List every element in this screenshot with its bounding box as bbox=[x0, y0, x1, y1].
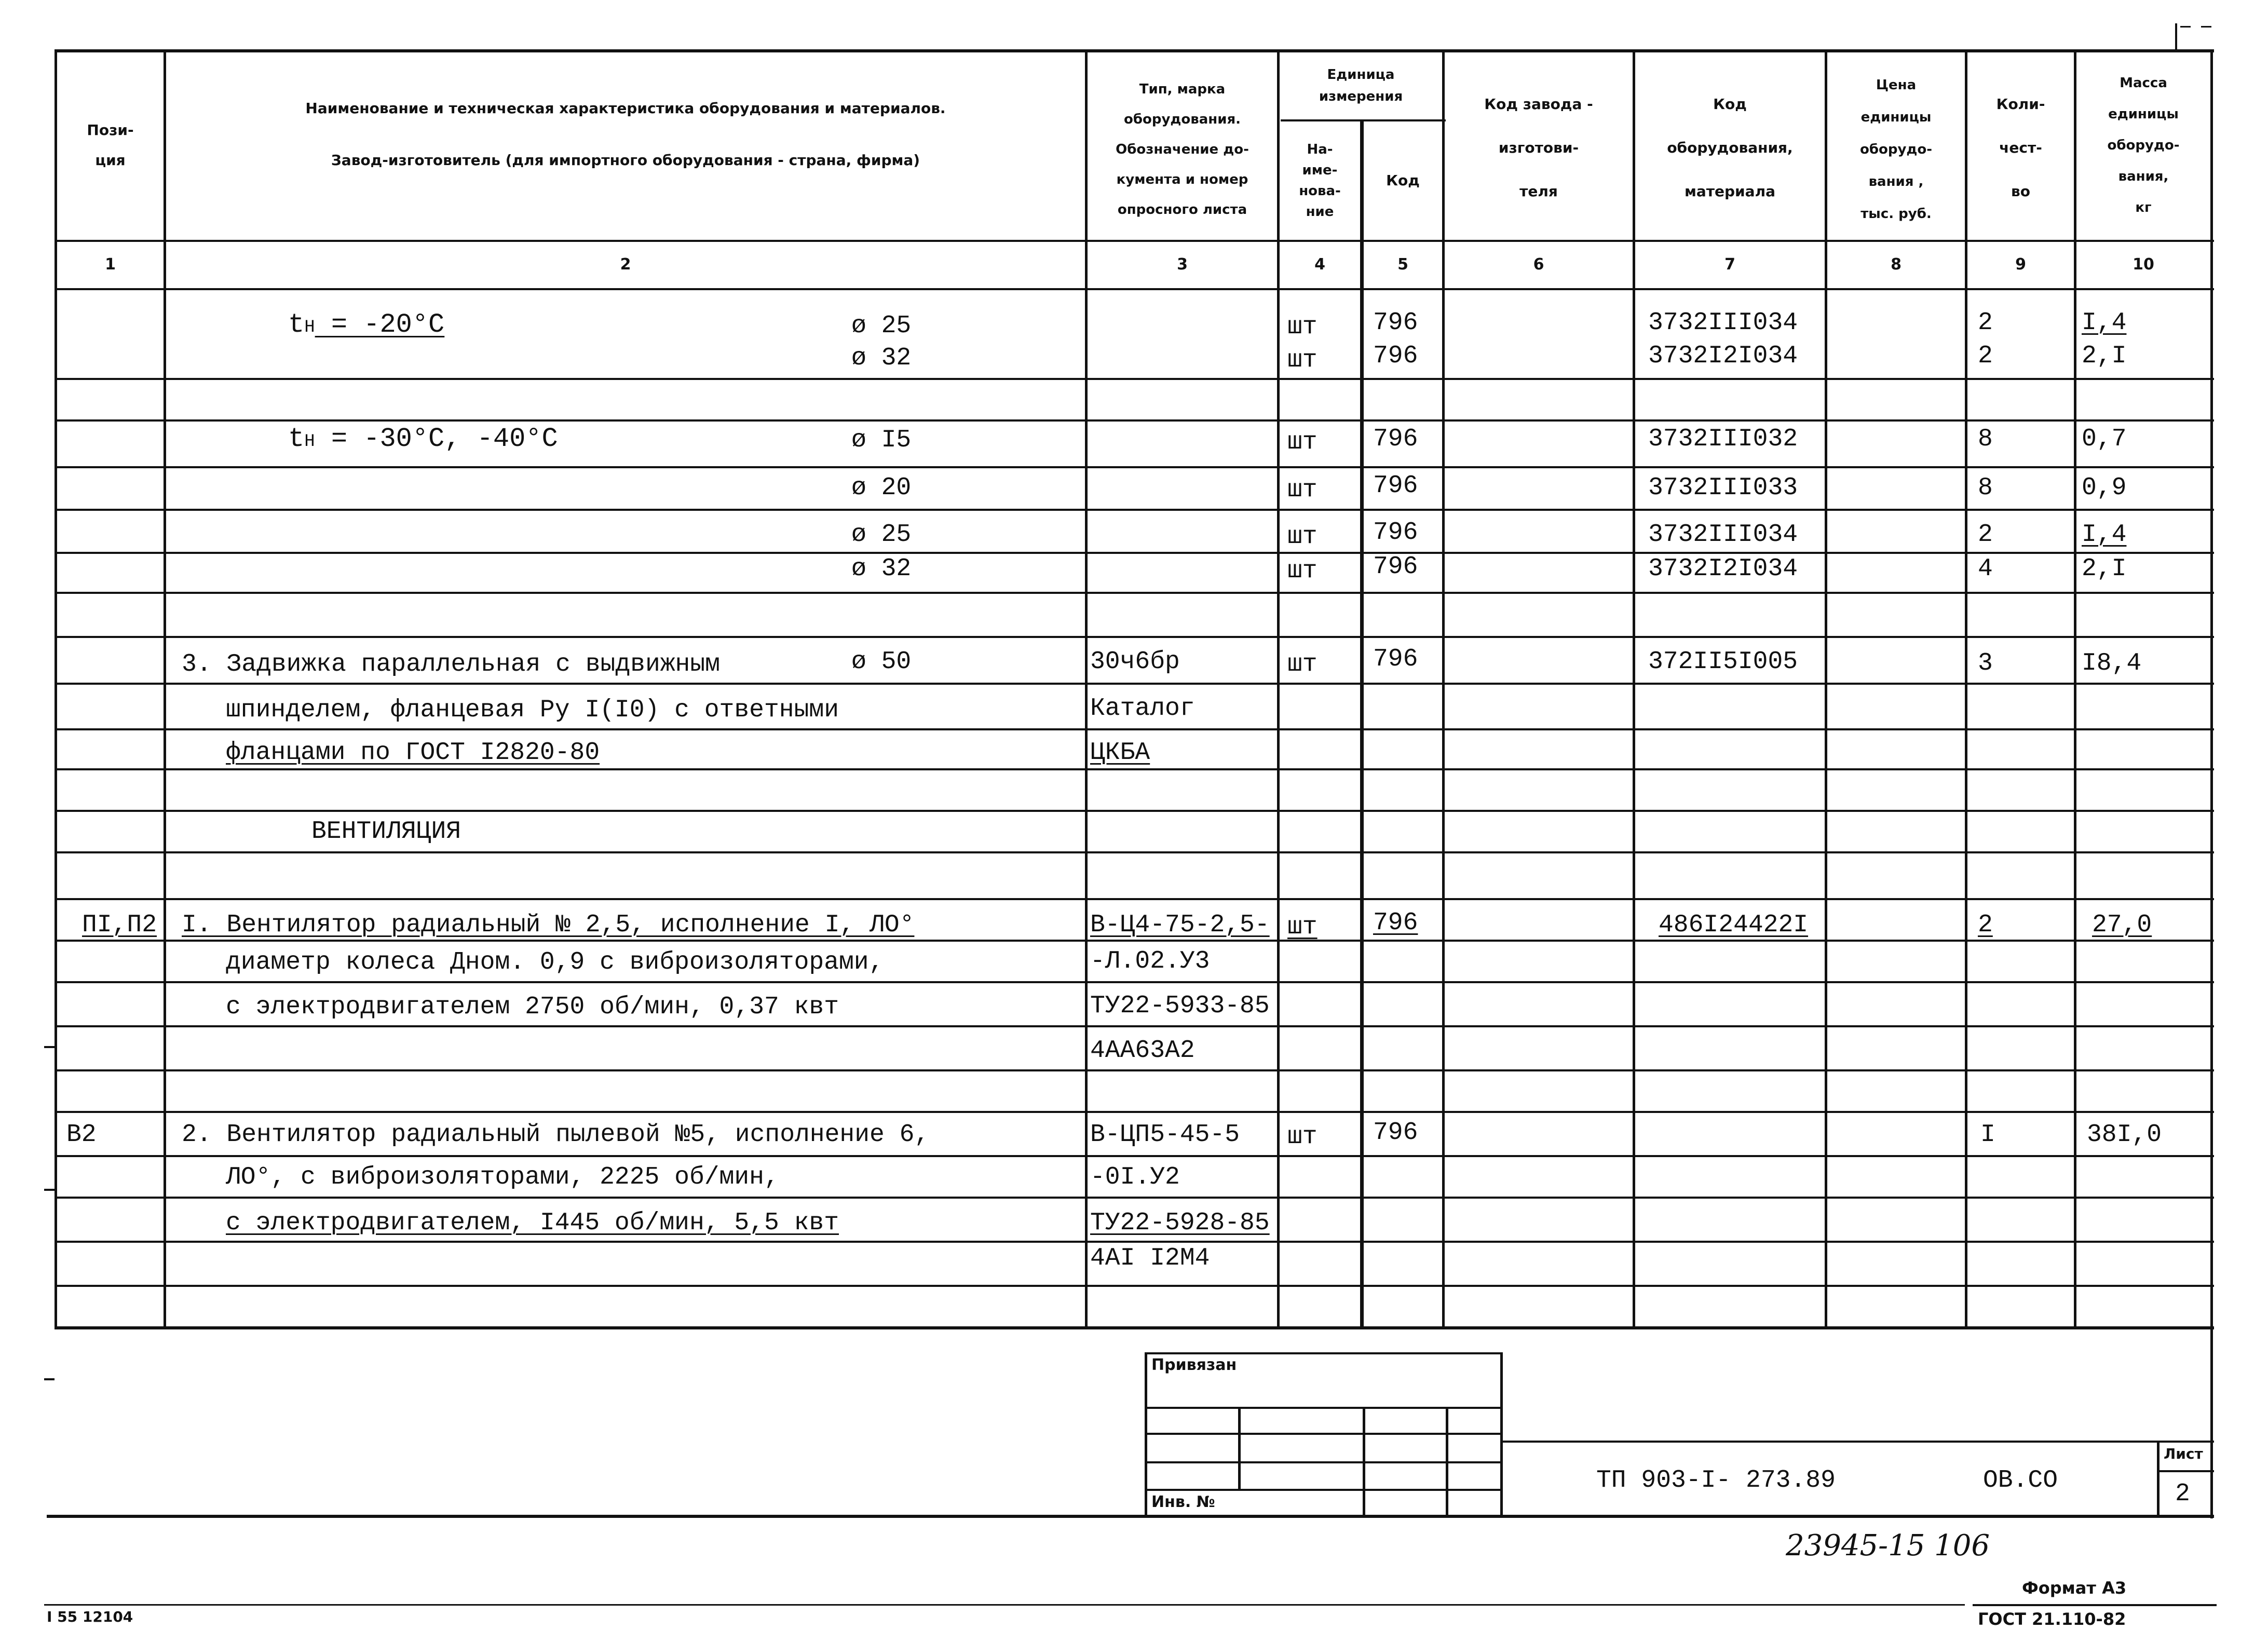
row-line bbox=[55, 1285, 2214, 1287]
material-code: 3732III032 bbox=[1648, 425, 1798, 453]
row-line bbox=[55, 851, 2214, 853]
item-type: ТУ22-5928-85 bbox=[1090, 1209, 1270, 1237]
mass: 0,9 bbox=[2082, 474, 2127, 502]
unit-code: 796 bbox=[1373, 425, 1418, 453]
row-line bbox=[55, 378, 2214, 380]
stamp-line bbox=[1145, 1352, 1503, 1354]
col-border bbox=[1825, 49, 1827, 1329]
col-border bbox=[1965, 49, 1967, 1329]
row-label bbox=[288, 424, 558, 457]
header-quantity: Коли- чест- во bbox=[1996, 96, 2045, 200]
row-label bbox=[288, 309, 444, 343]
item-type: 30ч6бр bbox=[1090, 648, 1180, 676]
quantity: 2 bbox=[1978, 521, 1993, 549]
header-bottom-line bbox=[55, 240, 2214, 242]
item-name: с электродвигателем 2750 об/мин, 0,37 квт bbox=[226, 993, 839, 1021]
diameter: ø 25 bbox=[851, 521, 912, 549]
column-number: 3 bbox=[1177, 255, 1188, 274]
header-material-code: Код оборудования, материала bbox=[1667, 96, 1793, 200]
stamp-line bbox=[1446, 1407, 1448, 1516]
unit-name: шт bbox=[1287, 913, 1318, 941]
item-name: I. Вентилятор радиальный № 2,5, исполнение I, ЛО° bbox=[182, 911, 915, 939]
stamp-line bbox=[2157, 1470, 2214, 1472]
header-name-line1: Наименование и техническая характеристика оборудования и материалов. bbox=[305, 100, 946, 117]
stamp-privyazan: Привязан bbox=[1151, 1356, 1237, 1374]
table-bottom-border bbox=[55, 1326, 2214, 1329]
quantity: 4 bbox=[1978, 555, 1993, 583]
stamp-line bbox=[1145, 1407, 1503, 1409]
row-line bbox=[55, 419, 2214, 422]
quantity: 8 bbox=[1978, 425, 1993, 453]
column-number: 1 bbox=[105, 255, 116, 274]
material-code: 372II5I005 bbox=[1648, 648, 1798, 676]
sheet-mark: ОВ.СО bbox=[1983, 1467, 2058, 1495]
unit-code: 796 bbox=[1373, 519, 1418, 547]
temperature-value: = -30°С, -40°С bbox=[315, 424, 558, 454]
unit-name: шт bbox=[1287, 476, 1318, 504]
item-type: В-ЦП5-45-5 bbox=[1090, 1121, 1240, 1149]
unit-code: 796 bbox=[1373, 472, 1418, 500]
mass: I,4 bbox=[2082, 309, 2127, 337]
item-type: 4АА63А2 bbox=[1090, 1037, 1195, 1065]
item-name: 2. Вентилятор радиальный пылевой №5, исполнение 6, bbox=[182, 1121, 930, 1149]
column-number: 4 bbox=[1314, 255, 1325, 274]
mass: 2,I bbox=[2082, 555, 2127, 583]
gost-label: ГОСТ 21.110-82 bbox=[1978, 1609, 2126, 1629]
header-price: Цена единицы оборудо- вания , тыс. руб. bbox=[1859, 77, 1933, 222]
stamp-line bbox=[1363, 1407, 1365, 1516]
mass: 0,7 bbox=[2082, 425, 2127, 453]
material-code: 3732III034 bbox=[1648, 309, 1798, 337]
stamp-line bbox=[1145, 1461, 1503, 1463]
stamp-inv-no: Инв. № bbox=[1151, 1493, 1215, 1511]
quantity: I bbox=[1980, 1121, 1995, 1149]
handwritten-number: 23945-15 106 bbox=[1786, 1529, 1990, 1563]
table-top-border bbox=[55, 49, 2214, 52]
row-line bbox=[55, 810, 2214, 812]
temperature-symbol: t bbox=[288, 424, 305, 454]
row-line bbox=[55, 1197, 2214, 1199]
col-border bbox=[164, 49, 166, 1329]
header-position: Пози- ция bbox=[87, 121, 134, 169]
quantity: 2 bbox=[1978, 342, 1993, 370]
header-mass: Масса единицы оборудо- вания, кг bbox=[2107, 75, 2180, 215]
document-code: ТП 903-I- 273.89 bbox=[1596, 1467, 1836, 1495]
left-code: I 55 12104 bbox=[47, 1608, 133, 1625]
unit-code: 796 bbox=[1373, 909, 1418, 937]
temperature-subscript: Н bbox=[304, 432, 315, 452]
material-code: 3732III033 bbox=[1648, 474, 1798, 502]
unit-name: шт bbox=[1287, 650, 1318, 678]
mass: 2,I bbox=[2082, 342, 2127, 370]
header-unit-title: Единица измерения bbox=[1319, 67, 1403, 104]
header-type: Тип, марка оборудования. Обозначение до- кумента и номер опросного листа bbox=[1116, 81, 1249, 218]
margin-tick bbox=[44, 1046, 55, 1048]
col-border bbox=[1442, 49, 1445, 1329]
row-line bbox=[55, 466, 2214, 468]
unit-name: шт bbox=[1287, 313, 1318, 341]
row-line bbox=[55, 592, 2214, 594]
item-name: фланцами по ГОСТ I2820-80 bbox=[226, 739, 600, 767]
row-line bbox=[55, 768, 2214, 770]
item-type: 4АI I2М4 bbox=[1090, 1244, 1210, 1272]
header-unit-code: Код bbox=[1386, 171, 1420, 189]
row-line bbox=[55, 636, 2214, 638]
unit-code: 796 bbox=[1373, 645, 1418, 673]
quantity: 2 bbox=[1978, 309, 1993, 337]
col-border bbox=[55, 49, 57, 1329]
column-number: 10 bbox=[2133, 255, 2154, 274]
section-title: ВЕНТИЛЯЦИЯ bbox=[311, 818, 461, 846]
col-border bbox=[1277, 49, 1280, 1329]
stamp-line bbox=[1238, 1407, 1241, 1490]
item-type: ТУ22-5933-85 bbox=[1090, 992, 1270, 1020]
row-line bbox=[55, 898, 2214, 900]
list-number: 2 bbox=[2175, 1480, 2190, 1508]
margin-tick bbox=[44, 1189, 55, 1191]
column-number: 9 bbox=[2015, 255, 2026, 274]
row-line bbox=[55, 1069, 2214, 1071]
column-number: 5 bbox=[1397, 255, 1408, 274]
item-name: шпинделем, фланцевая Ру I(I0) с ответными bbox=[226, 696, 839, 724]
diameter: ø 20 bbox=[851, 474, 912, 502]
mass: I,4 bbox=[2082, 521, 2127, 549]
row-line bbox=[55, 509, 2214, 511]
format-label: Формат А3 bbox=[2022, 1578, 2127, 1598]
unit-name: шт bbox=[1287, 557, 1318, 585]
unit-code: 796 bbox=[1373, 553, 1418, 581]
diameter: ø I5 bbox=[851, 426, 912, 454]
mass: 27,0 bbox=[2092, 911, 2152, 939]
item-name: диаметр колеса Дном. 0,9 с виброизоляторами, bbox=[226, 948, 884, 976]
corner-mark bbox=[2180, 26, 2191, 28]
header-unit-name: На- име- нова- ние bbox=[1299, 141, 1341, 220]
col-border bbox=[2074, 49, 2076, 1329]
unit-name: шт bbox=[1287, 523, 1318, 551]
stamp-line bbox=[1145, 1433, 1503, 1435]
column-number: 2 bbox=[620, 255, 631, 274]
row-line bbox=[55, 981, 2214, 983]
col-border bbox=[1633, 49, 1635, 1329]
diameter: ø 50 bbox=[851, 648, 912, 676]
col-border bbox=[1085, 49, 1088, 1329]
colnum-bottom-line bbox=[55, 288, 2214, 290]
corner-mark bbox=[2201, 26, 2211, 28]
stamp-line bbox=[2157, 1441, 2160, 1516]
unit-name: шт bbox=[1287, 1123, 1318, 1151]
quantity: 8 bbox=[1978, 474, 1993, 502]
footer-left-line bbox=[44, 1604, 1965, 1606]
temperature-value: = -20°С bbox=[315, 309, 445, 340]
diameter: ø 32 bbox=[851, 555, 912, 583]
column-number: 7 bbox=[1724, 255, 1735, 274]
list-label: Лист bbox=[2164, 1445, 2203, 1462]
stamp-line bbox=[1145, 1489, 1503, 1491]
diameter: ø 32 bbox=[851, 344, 912, 372]
item-type: ЦКБА bbox=[1090, 739, 1150, 767]
unit-code: 796 bbox=[1373, 309, 1418, 337]
column-number: 8 bbox=[1891, 255, 1902, 274]
column-number: 6 bbox=[1533, 255, 1544, 274]
header-plant-code: Код завода - изготови- теля bbox=[1484, 96, 1593, 200]
item-type: Каталог bbox=[1090, 695, 1195, 723]
mass: I8,4 bbox=[2082, 649, 2142, 677]
item-name: 3. Задвижка параллельная с выдвижным bbox=[182, 650, 720, 678]
row-line bbox=[55, 1111, 2214, 1113]
quantity: 3 bbox=[1978, 649, 1993, 677]
unit-name: шт bbox=[1287, 346, 1318, 374]
header-name-line2: Завод-изготовитель (для импортного оборудования - страна, фирма) bbox=[331, 152, 920, 169]
diameter: ø 25 bbox=[851, 312, 912, 340]
unit-name: шт bbox=[1287, 428, 1318, 456]
position: В2 bbox=[66, 1121, 97, 1149]
row-line bbox=[55, 552, 2214, 554]
item-name: с электродвигателем, I445 об/мин, 5,5 квт bbox=[226, 1209, 839, 1237]
frame-right bbox=[2210, 1326, 2213, 1518]
item-type: -0I.У2 bbox=[1090, 1163, 1180, 1191]
item-type: -Л.02.У3 bbox=[1090, 947, 1210, 975]
material-code: 3732I2I034 bbox=[1648, 342, 1798, 370]
corner-mark bbox=[2175, 23, 2177, 49]
frame-bottom bbox=[47, 1515, 2214, 1518]
item-type: В-Ц4-75-2,5- bbox=[1090, 911, 1270, 939]
stamp-line bbox=[1500, 1441, 2214, 1443]
quantity: 2 bbox=[1978, 911, 1993, 939]
footer-line bbox=[1973, 1604, 2217, 1606]
material-code: 3732III034 bbox=[1648, 521, 1798, 549]
temperature-subscript: Н bbox=[304, 318, 315, 337]
row-line bbox=[55, 728, 2214, 730]
material-code: 3732I2I034 bbox=[1648, 555, 1798, 583]
row-line bbox=[55, 1155, 2214, 1157]
temperature-symbol: t bbox=[288, 309, 305, 340]
item-name: ЛО°, с виброизоляторами, 2225 об/мин, bbox=[226, 1163, 779, 1191]
col-border bbox=[2210, 49, 2213, 1329]
position: ПI,П2 bbox=[82, 911, 157, 939]
col-border bbox=[1360, 119, 1364, 1329]
mass: 38I,0 bbox=[2087, 1121, 2162, 1149]
unit-code: 796 bbox=[1373, 342, 1418, 370]
row-line bbox=[55, 683, 2214, 685]
unit-code: 796 bbox=[1373, 1119, 1418, 1147]
row-line bbox=[55, 1025, 2214, 1027]
material-code: 486I24422I bbox=[1659, 911, 1809, 939]
margin-tick bbox=[44, 1378, 55, 1380]
